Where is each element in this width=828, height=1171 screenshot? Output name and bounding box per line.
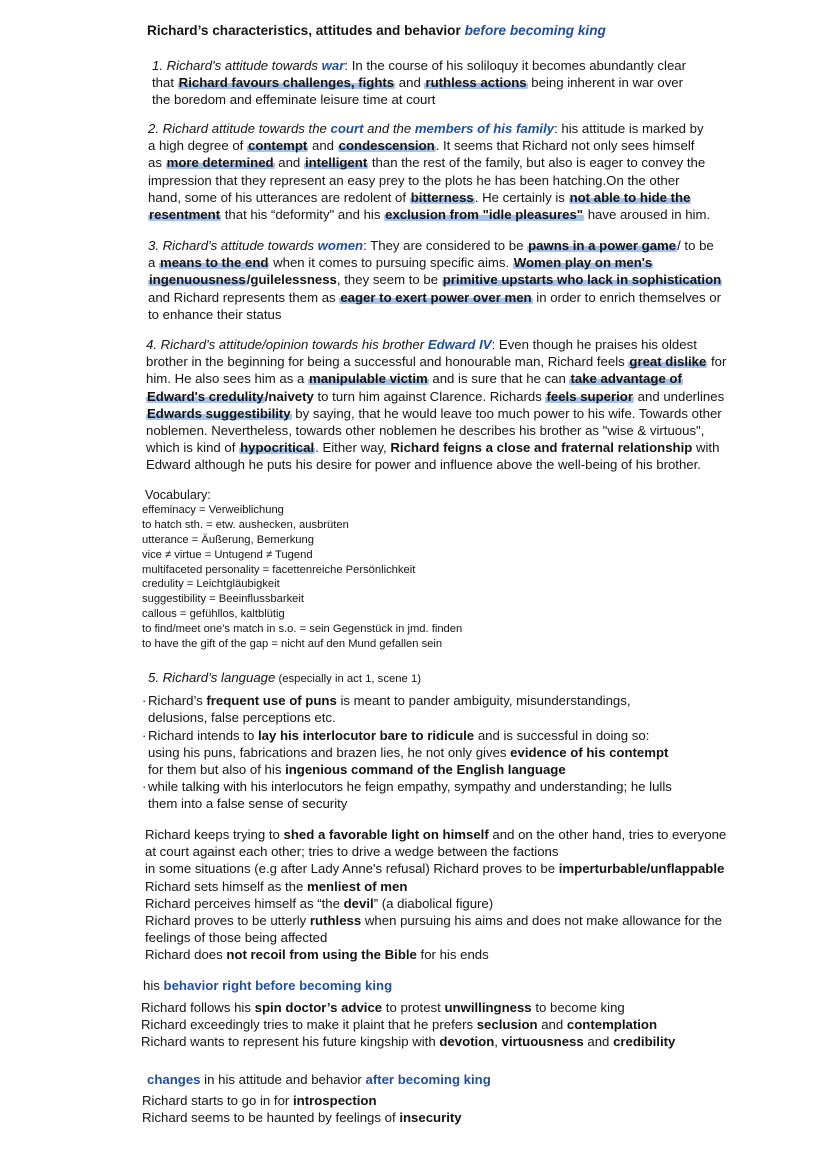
line: 2. Richard attitude towards the court and the members of his family: his attitude is marked by	[148, 121, 704, 136]
line: ingenuousness/guilelessness, they seem to be primitive upstarts who lack in sophistication	[149, 272, 722, 288]
section-before-king	[143, 977, 392, 994]
line: a means to the end when it comes to pursuing specific aims. Women play on men's	[148, 255, 653, 271]
line: Richard seems to be haunted by feelings of insecurity	[142, 1110, 462, 1126]
line: him. He also sees him as a manipulable victim and is sure that he can take advantage of	[146, 371, 682, 387]
paragraph-war	[152, 57, 686, 109]
vocab-item: vice ≠ virtue = Untugend ≠ Tugend	[142, 548, 313, 561]
bullet-item: · while talking with his interlocutors he feign empathy, sympathy and understanding; he lulls	[142, 779, 672, 795]
line: Edwards suggestibility by saying, that he would leave too much power to his wife. Towards other	[147, 405, 722, 421]
line: feelings of those being affected	[145, 930, 328, 946]
section-before-king-lines	[141, 999, 675, 1051]
vocab-item: to have the gift of the gap = nicht auf den Mund gefallen sein	[142, 638, 443, 651]
section-after-king	[147, 1071, 491, 1088]
line: at court against each other; tries to drive a wedge between the factions	[145, 844, 559, 860]
line: brother in the beginning for being a successful and honourable man, Richard feels great dislike for	[146, 354, 727, 370]
line: that Richard favours challenges, fights and ruthless actions being inherent in war over	[152, 75, 684, 91]
line: impression that they represent an easy prey to the plots he has been hatching.On the other	[148, 172, 680, 188]
bullet-item: · Richard’s frequent use of puns is meant to pander ambiguity, misunderstandings,	[142, 693, 631, 709]
bullet-item: · Richard intends to lay his interlocutor bare to ridicule and is successful in doing so:	[142, 727, 650, 743]
line: Edward although he puts his desire for power and influence above the well-being of his brother.	[146, 457, 701, 473]
line: delusions, false perceptions etc.	[148, 710, 336, 726]
vocab-item: to find/meet one's match in s.o. = sein Gegenstück in jmd. finden	[142, 623, 463, 636]
line: 4. Richard's attitude/opinion towards his brother Edward IV: Even though he praises his oldest	[146, 337, 697, 352]
paragraph-women	[148, 237, 722, 323]
line: and Richard represents them as eager to exert power over men in order to enrich themselves or	[148, 289, 721, 305]
paragraph-language	[142, 669, 672, 813]
line: Richard exceedingly tries to make it plaint that he prefers seclusion and contemplation	[141, 1017, 658, 1033]
line: noblemen. Nevertheless, towards other noblemen he describes his brother as "wise & virtuous",	[146, 423, 705, 439]
section-heading: his behavior right before becoming king	[143, 978, 393, 993]
section-heading: changes in his attitude and behavior after becoming king	[147, 1072, 491, 1087]
paragraph-traits	[145, 826, 726, 964]
section-after-king-lines	[142, 1092, 462, 1126]
vocabulary-heading: Vocabulary:	[145, 488, 211, 502]
line: as more determined and intelligent than the rest of the family, but also is eager to convey the	[148, 155, 706, 171]
line: Richard proves to be utterly ruthless when pursuing his aims and does not make allowance for the	[145, 913, 722, 929]
line: Richard wants to represent his future kingship with devotion, virtuousness and credibility	[141, 1034, 676, 1050]
vocab-item: multifaceted personality = facettenreiche Persönlichkeit	[142, 563, 416, 576]
vocab-item: effeminacy = Verweiblichung	[142, 503, 284, 516]
line: Richard sets himself as the menliest of men	[145, 878, 408, 894]
line: hand, some of his utterances are redolent of bitterness. He certainly is not able to hide the	[148, 189, 691, 205]
line: Richard perceives himself as “the devil” (a diabolical figure)	[145, 895, 494, 911]
vocab-item: callous = gefühllos, kaltblütig	[142, 608, 285, 621]
vocab-item: suggestibility = Beeinflussbarkeit	[142, 593, 304, 606]
vocabulary-list	[142, 488, 462, 652]
vocab-item: utterance = Äußerung, Bemerkung	[142, 533, 314, 546]
line: Edward's credulity/naivety to turn him against Clarence. Richards feels superior and underlines	[147, 388, 725, 404]
line: in some situations (e.g after Lady Anne's refusal) Richard proves to be imperturbable/unflappable	[145, 861, 725, 877]
line: 3. Richard's attitude towards women: They are considered to be pawns in a power game/ to be	[148, 238, 714, 253]
vocab-item: to hatch sth. = etw. aushecken, ausbrüten	[142, 518, 349, 531]
paragraph-edward	[146, 336, 726, 474]
line: to enhance their status	[148, 306, 282, 322]
line: which is kind of hypocritical. Either way, Richard feigns a close and fraternal relationship with	[146, 440, 720, 456]
paragraph-court-family	[148, 120, 710, 223]
line: resentment that his “deformity" and his exclusion from "idle pleasures" have aroused in him.	[149, 207, 711, 223]
vocab-item: credulity = Leichtgläubigkeit	[142, 578, 280, 591]
line: for them but also of his ingenious command of the English language	[148, 762, 566, 778]
page-title: Richard’s characteristics, attitudes and behavior before becoming king	[147, 23, 606, 38]
line: them into a false sense of security	[148, 796, 348, 812]
line: 1. Richard's attitude towards war: In the course of his soliloquy it becomes abundantly clear	[152, 58, 686, 73]
line: the boredom and effeminate leisure time at court	[152, 92, 436, 108]
line: a high degree of contempt and condescension. It seems that Richard not only sees himself	[148, 138, 695, 154]
line: Richard keeps trying to shed a favorable light on himself and on the other hand, tries to everyone	[145, 827, 727, 842]
section-heading-language: 5. Richard’s language (especially in act 1, scene 1)	[148, 670, 422, 685]
line: Richard starts to go in for introspection	[142, 1093, 377, 1108]
line: using his puns, fabrications and brazen lies, he not only gives evidence of his contempt	[148, 744, 669, 760]
line: Richard does not recoil from using the Bible for his ends	[145, 947, 489, 963]
line: Richard follows his spin doctor’s advice to protest unwillingness to become king	[141, 1000, 625, 1015]
